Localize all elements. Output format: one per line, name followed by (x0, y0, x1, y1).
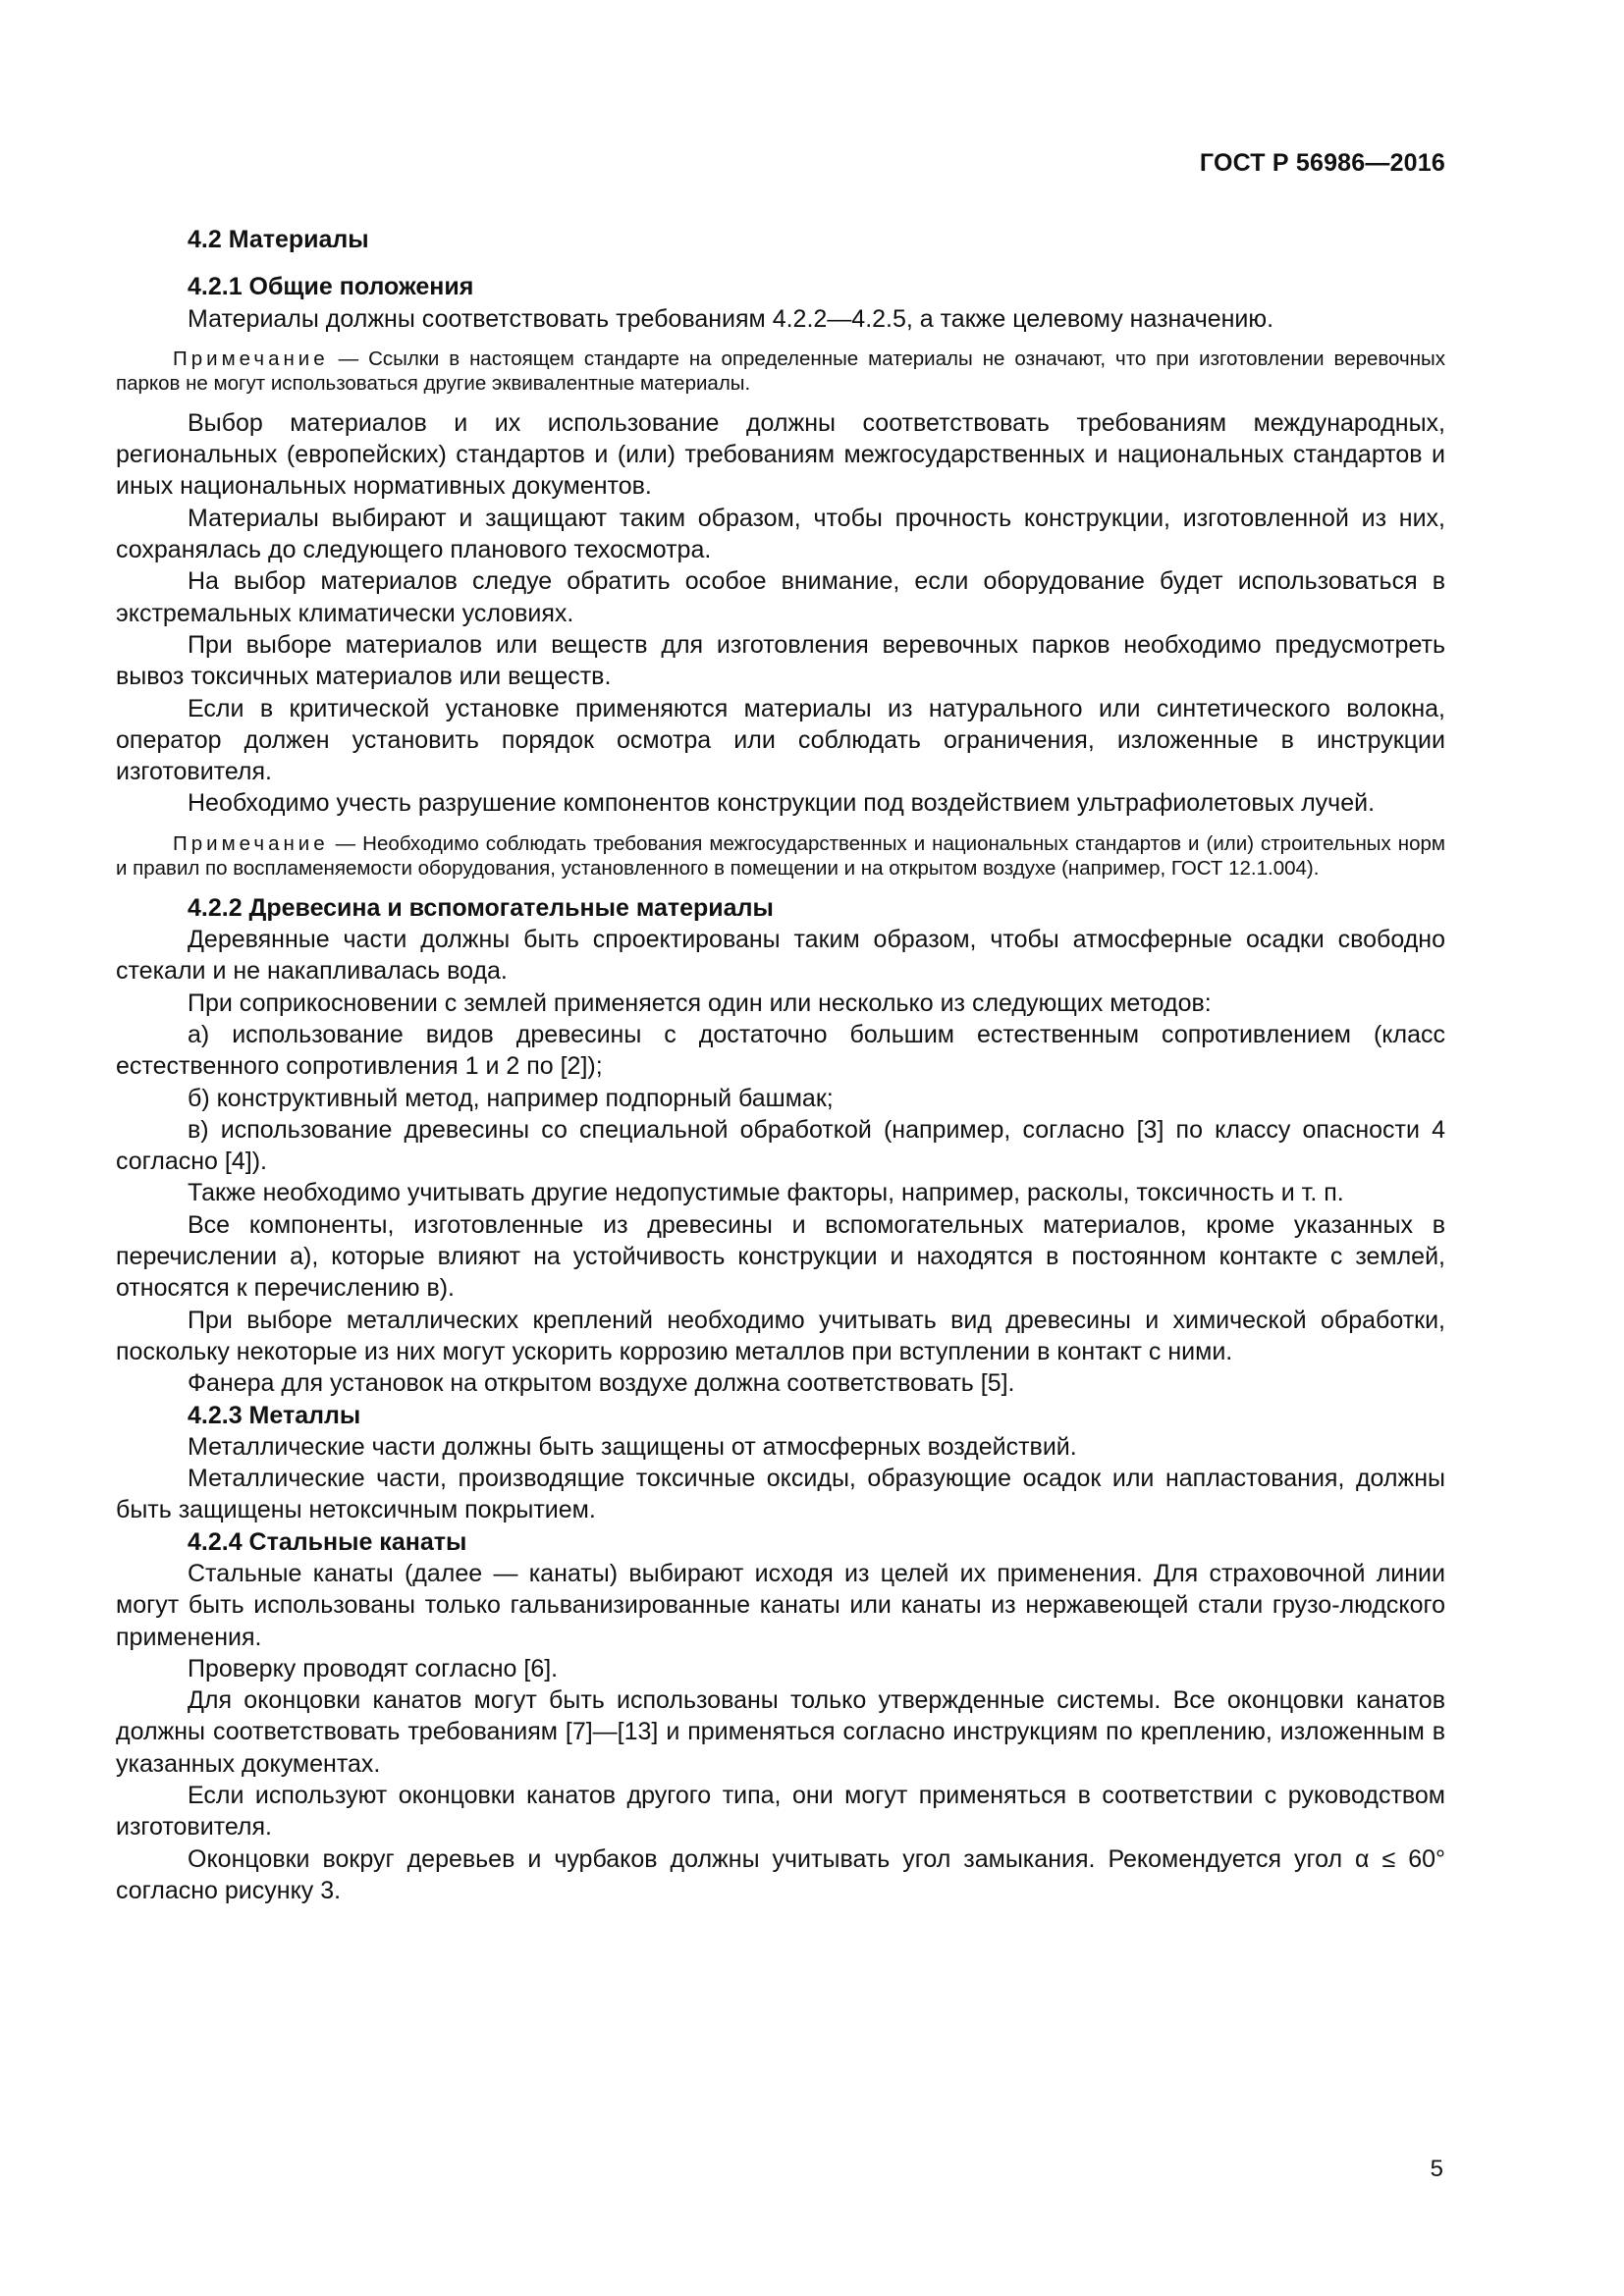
paragraph: Оконцовки вокруг деревьев и чурбаков должны учитывать угол замыкания. Рекомендуется угол α ≤ 60° согласно рисунку 3. (116, 1844, 1445, 1904)
subsection-heading: 4.2.1 Общие положения (188, 273, 474, 301)
subsection-heading: 4.2.4 Стальные канаты (188, 1527, 467, 1556)
list-item: б) конструктивный метод, например подпорный башмак; (188, 1084, 834, 1112)
page-number: 5 (1430, 2156, 1443, 2182)
note-label: Примечание (173, 831, 329, 855)
paragraph: Деревянные части должны быть спроектированы таким образом, чтобы атмосферные осадки свободно стекали и не накапливалась вода. (116, 926, 1445, 986)
paragraph: При выборе металлических креплений необходимо учитывать вид древесины и химической обработки, поскольку некоторые из них могут ускорить коррозию металлов при вступлении в контакт с ними. (116, 1306, 1445, 1365)
paragraph: Металлические части должны быть защищены от атмосферных воздействий. (188, 1432, 1077, 1461)
note-text: — Ссылки в настоящем стандарте на определенные материалы не означают, что при изготовлении веревочных парков не могут использоваться другие эквивалентные материалы. (116, 347, 1445, 395)
note-label: Примечание (173, 347, 329, 370)
paragraph: Выбор материалов и их использование должны соответствовать требованиям международных, региональных (европейских) стандартов и (или) требованиям межгосударственных и национальных стандартов и иных национальных нормативных документов. (116, 408, 1445, 501)
paragraph: Стальные канаты (далее — канаты) выбирают исходя из целей их применения. Для страховочной линии могут быть использованы только гальванизированные канаты или канаты из нержавеющей стали грузо-людского применения. (116, 1559, 1445, 1651)
paragraph: Все компоненты, изготовленные из древесины и вспомогательных материалов, кроме указанных в перечислении а), которые влияют на устойчивость конструкции и находятся в постоянном контакте с землей, относятся к перечислению в). (116, 1210, 1445, 1303)
list-item: а) использование видов древесины с достаточно большим естественным сопротивлением (класс естественного сопротивления 1 и 2 по [2]); (116, 1020, 1445, 1081)
paragraph: Для оконцовки канатов могут быть использованы только утвержденные системы. Все оконцовки канатов должны соответствовать требованиям [7]—[13] и применяться согласно инструкциям по креплению, изложенным в указанных документах. (116, 1686, 1445, 1778)
paragraph: На выбор материалов следуе обратить особое внимание, если оборудование будет использоваться в экстремальных климатически условиях. (116, 567, 1445, 627)
list-item: в) использование древесины со специальной обработкой (например, согласно [3] по классу опасности 4 согласно [4]). (116, 1115, 1445, 1176)
paragraph: Фанера для установок на открытом воздухе должна соответствовать [5]. (188, 1369, 1015, 1398)
note (116, 831, 1445, 881)
paragraph: Материалы должны соответствовать требованиям 4.2.2—4.2.5, а также целевому назначению. (188, 304, 1274, 333)
paragraph: Если используют оконцовки канатов другого типа, они могут применяться в соответствии с руководством изготовителя. (116, 1782, 1445, 1842)
note-text: — Необходимо соблюдать требования межгосударственных и национальных стандартов и (или) строительных норм и правил по воспламеняемости оборудования, установленного в помещении и на открытом воздухе (например, ГОСТ 12.1.004). (116, 831, 1445, 880)
paragraph: Металлические части, производящие токсичные оксиды, образующие осадок или напластования, должны быть защищены нетоксичным покрытием. (116, 1465, 1445, 1524)
document-body (116, 224, 1445, 1906)
paragraph: Необходимо учесть разрушение компонентов конструкции под воздействием ультрафиолетовых лучей. (188, 789, 1376, 818)
section-heading: 4.2 Материалы (188, 226, 369, 253)
paragraph: При соприкосновении с землей применяется один или несколько из следующих методов: (188, 988, 1212, 1017)
subsection-heading: 4.2.3 Металлы (188, 1401, 361, 1429)
paragraph: При выборе материалов или веществ для изготовления веревочных парков необходимо предусмотреть вывоз токсичных материалов или веществ. (116, 630, 1445, 691)
paragraph: Проверку проводят согласно [6]. (188, 1654, 559, 1682)
subsection-heading: 4.2.2 Древесина и вспомогательные материалы (188, 893, 774, 922)
document-id-header: ГОСТ Р 56986—2016 (1199, 149, 1445, 177)
note (116, 347, 1445, 396)
paragraph: Если в критической установке применяются материалы из натурального или синтетического волокна, оператор должен установить порядок осмотра или соблюдать ограничения, изложенные в инструкции изготовителя. (116, 694, 1445, 786)
paragraph: Материалы выбирают и защищают таким образом, чтобы прочность конструкции, изготовленной из них, сохранялась до следующего планового техосмотра. (116, 504, 1445, 564)
paragraph: Также необходимо учитывать другие недопустимые факторы, например, расколы, токсичность и т. п. (188, 1179, 1344, 1207)
